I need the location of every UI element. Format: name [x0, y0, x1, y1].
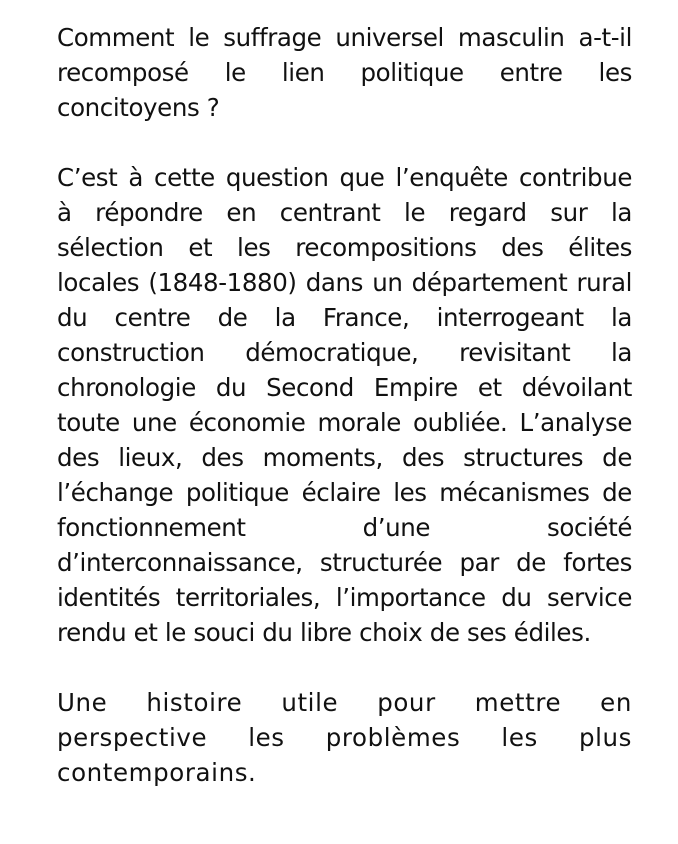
question-paragraph: Comment le suffrage universel masculin a-t-il recomposé le lien politique entre les concitoyens ?	[57, 23, 632, 122]
paragraph-spacer	[57, 125, 632, 160]
paragraph-spacer	[57, 650, 632, 685]
summary-paragraph: C’est à cette question que l’enquête contribue à répondre en centrant le regard sur la sélection et les recompositions des élites locales (1848-1880) dans un département rural du centre de la France, interrogeant la construction démocratique, revisitant la chronologie du Second Empire et dévoilant toute une économie morale oubliée. L’analyse des lieux, des moments, des structures de l’échange politique éclaire les mécanismes de fonctionnement d’une société d’interconnaissance, structurée par de fortes identités territoriales, l’importance du service rendu et le souci du libre choix de ses édiles.	[57, 163, 632, 647]
closing-paragraph: Une histoire utile pour mettre en perspective les problèmes les plus contemporains.	[57, 688, 632, 787]
back-cover-text	[57, 20, 632, 790]
